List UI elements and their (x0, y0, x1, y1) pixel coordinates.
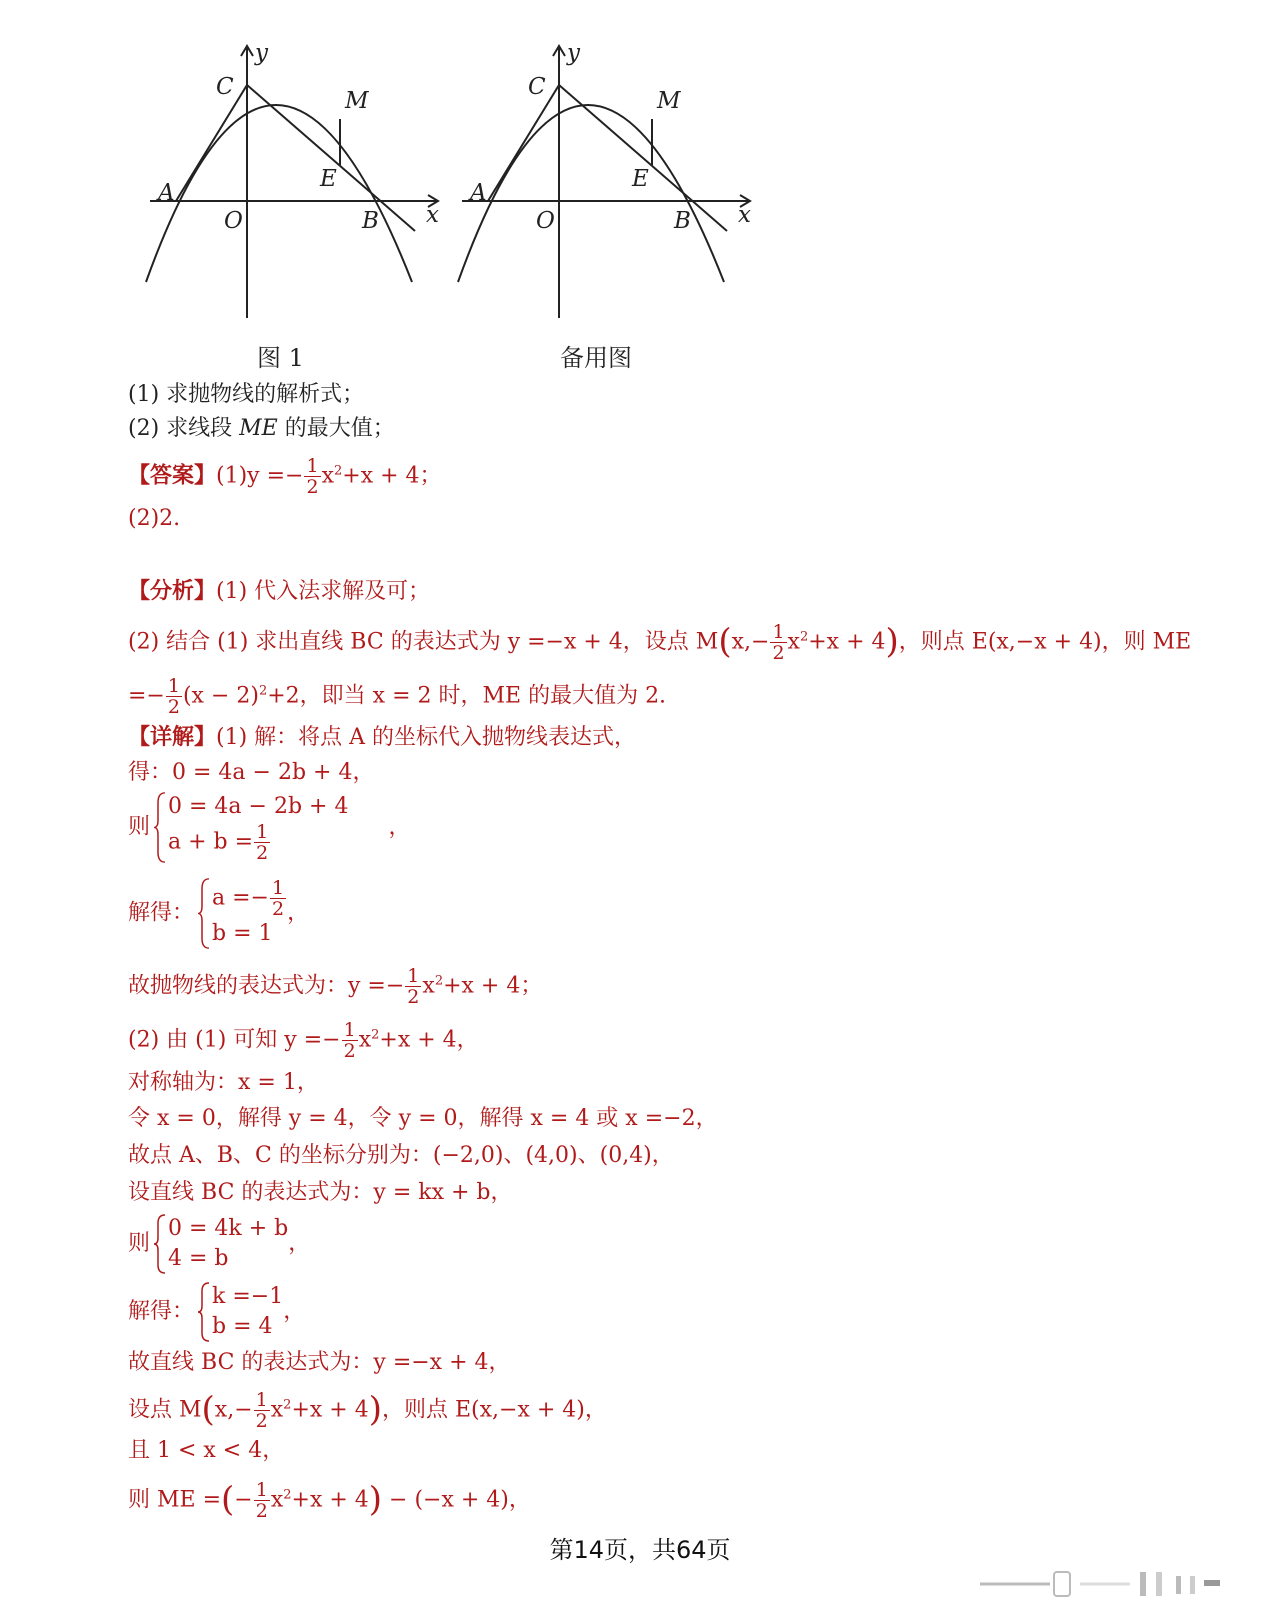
detail-line-15: 且 1 < x < 4， (128, 1438, 285, 1463)
fraction: $\frac{1}{2}$ (306, 455, 319, 498)
detail-system-2: 解得： a =− $\frac{1}{2}$ b = 1 ， (128, 878, 309, 949)
equation-system: 0 = 4k + b 4 = b (154, 1214, 288, 1274)
label-e: E (320, 166, 337, 192)
figure-spare-caption: 备用图 (560, 344, 632, 372)
parabola-diagram-1 (140, 38, 450, 328)
label-a: A (158, 180, 175, 206)
equation-system: 0 = 4a − 2b + 4 a + b = $\frac{1}{2}$ (154, 792, 348, 863)
label-e: E (632, 166, 649, 192)
detail-line-14: 设点 M(x,− $\frac{1}{2}$ $x^2+x + 4$)，则点 E(x,−x + 4)， (128, 1389, 607, 1432)
label-b: B (362, 208, 379, 234)
fraction: $\frac{1}{2}$ (772, 621, 785, 664)
detail-system-4: 解得： k =−1 b = 4 ， (128, 1282, 305, 1342)
label-x: x (426, 202, 439, 228)
fraction: $\frac{1}{2}$ (255, 1479, 268, 1522)
page-icon (1054, 1572, 1070, 1596)
question-1: (1) 求抛物线的解析式； (128, 382, 365, 407)
detail-line-13: 故直线 BC 的表达式为：y =−x + 4， (128, 1350, 511, 1375)
label-o: O (224, 208, 243, 234)
detail-line-2: 得：0 = 4a − 2b + 4， (128, 760, 375, 785)
parabola-diagram-2 (452, 38, 762, 328)
label-x: x (738, 202, 751, 228)
fraction: $\frac{1}{2}$ (167, 675, 180, 718)
detail-line-8: 令 x = 0，解得 y = 4，令 y = 0，解得 x = 4 或 x =−2， (128, 1106, 718, 1131)
answer-line-2: (2)2. (128, 506, 181, 531)
analysis-line-1: 【分析】(1) 代入法求解及可； (128, 578, 431, 604)
figure-1-caption: 图 1 (257, 344, 304, 372)
detail-line-7: 对称轴为：x = 1， (128, 1070, 319, 1095)
detail-tag: 【详解】 (128, 724, 217, 750)
equation-system: k =−1 b = 4 (198, 1282, 283, 1342)
detail-line-1: 【详解】(1) 解：将点 A 的坐标代入抛物线表达式， (128, 724, 637, 750)
detail-line-6: (2) 由 (1) 可知 y =− $\frac{1}{2}$ $x^2+x + 4$， (128, 1019, 479, 1062)
detail-line-9: 故点 A、B、C 的坐标分别为：(−2,0)、(4,0)、(0,4)， (128, 1143, 674, 1168)
detail-line-10: 设直线 BC 的表达式为：y = kx + b， (128, 1180, 513, 1205)
answer-line-1: 【答案】(1)y =− $\frac{1}{2}$ $x^2+x + 4$； (128, 455, 442, 498)
detail-system-3: 则 0 = 4k + b 4 = b ， (128, 1214, 310, 1274)
viewer-controls (980, 1570, 1250, 1600)
page-number: 第14页，共64页 (549, 1536, 731, 1564)
brace-icon (198, 878, 210, 949)
fraction: $\frac{1}{2}$ (256, 821, 269, 864)
label-c: C (528, 74, 546, 100)
label-b: B (674, 208, 691, 234)
brace-icon (154, 1214, 166, 1274)
detail-line-5: 故抛物线的表达式为：y =− $\frac{1}{2}$ $x^2+x + 4$； (128, 965, 543, 1008)
detail-system-1: 则 0 = 4a − 2b + 4 a + b = $\frac{1}{2}$ ， (128, 794, 411, 864)
label-a: A (470, 180, 487, 206)
label-m: M (657, 88, 681, 114)
analysis-tag: 【分析】 (128, 578, 217, 604)
fraction: $\frac{1}{2}$ (272, 877, 285, 920)
label-c: C (216, 74, 234, 100)
figure-spare (452, 38, 762, 328)
answer-tag: 【答案】 (128, 462, 217, 489)
analysis-line-3: =− $\frac{1}{2}$ $(x - 2)^2+2$，即当 x = 2 时，ME 的最大值为 2. (128, 675, 667, 718)
fraction: $\frac{1}{2}$ (343, 1019, 356, 1062)
equation-system: a =− $\frac{1}{2}$ b = 1 (198, 878, 287, 949)
label-o: O (536, 208, 555, 234)
analysis-line-2: (2) 结合 (1) 求出直线 BC 的表达式为 y =−x + 4，设点 M(x,− $\frac{1}{2}$ $x^2+x + 4$)，则点 E(x,−x + 4)，则 ME (128, 621, 1192, 664)
question-2: (2) 求线段 ME 的最大值； (128, 416, 395, 441)
figure-1 (140, 38, 450, 328)
label-y: y (567, 40, 580, 66)
bar-icon (1140, 1572, 1146, 1596)
fraction: $\frac{1}{2}$ (255, 1389, 268, 1432)
brace-icon (154, 792, 166, 863)
label-y: y (255, 40, 268, 66)
detail-line-16: 则 ME =(− $\frac{1}{2}$ $x^2+x + 4) - (-x + 4)$， (128, 1479, 531, 1522)
fraction: $\frac{1}{2}$ (407, 965, 420, 1008)
label-m: M (345, 88, 369, 114)
brace-icon (198, 1282, 210, 1342)
